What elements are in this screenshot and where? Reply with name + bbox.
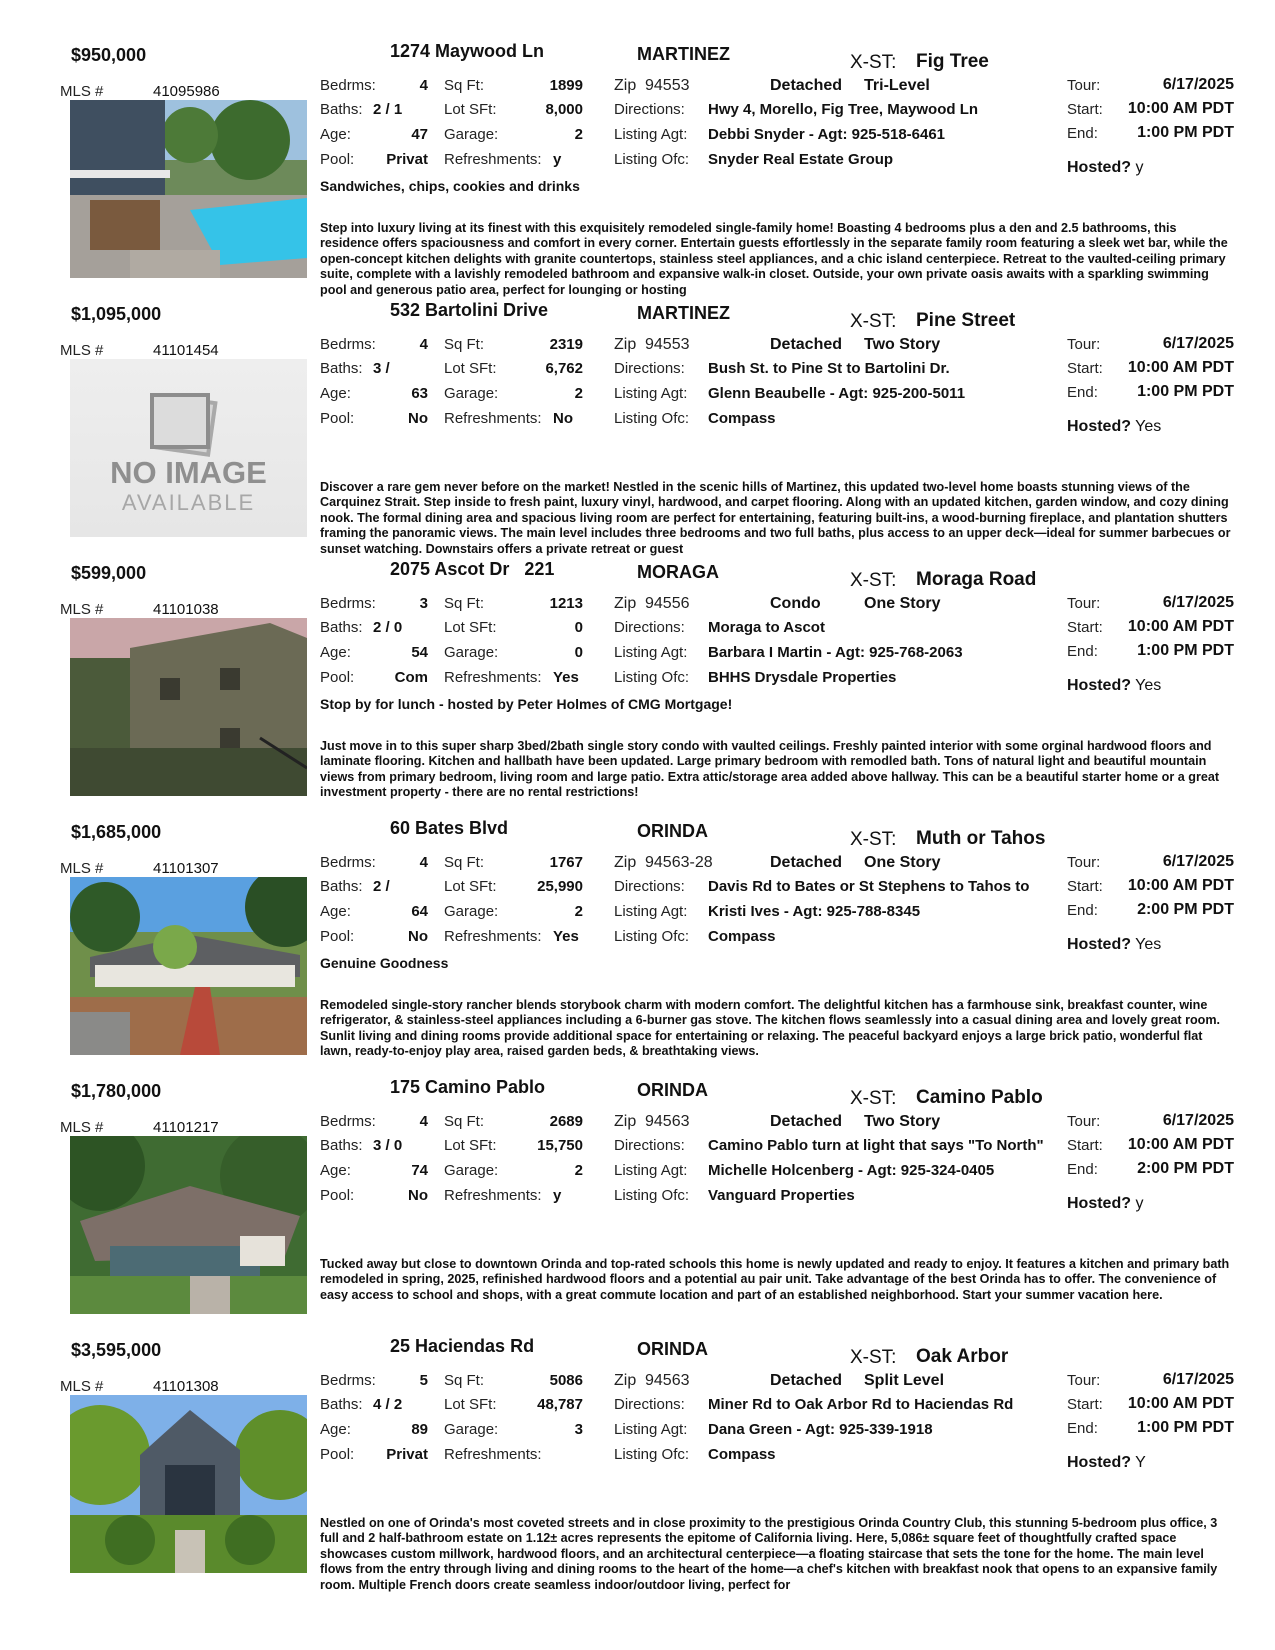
listing-photo: [70, 1395, 307, 1573]
listing-description: Step into luxury living at its finest with this exquisitely remodeled single-family home! Boasting 4 bedrooms plus a den and 2.5 bathrooms, this residence offers spaciousness and comfort in every corner. Entertain guests effortlessly in the separate family room featuring a sleek wet bar, while the open-concept kitchen delights with granite countertops, stainless steel appliances, and a chic island centerpiece. Retreat to the vaulted-ceiling primary suite, complete with a lavishly remodeled bathroom and expansive walk-in closet. Outside, your own private oasis awaits with a sparkling swimming pool and generous patio area, perfect for lounging or hosting: [320, 221, 1228, 297]
sqft-value: 1767: [549, 854, 583, 871]
hosted-line: [1067, 159, 1143, 177]
mls-label: MLS #: [60, 601, 104, 618]
agent-value: Kristi Ives - Agt: 925-788-8345: [708, 903, 921, 920]
end-time: 1:00 PM PDT: [1137, 124, 1234, 141]
zip-label: Zip: [614, 77, 637, 94]
mls-label: MLS #: [60, 1119, 104, 1136]
start-time: 10:00 AM PDT: [1127, 359, 1234, 376]
directions-label: Directions:: [614, 101, 685, 118]
zip-value: 94563-28: [645, 854, 713, 871]
listing-description: Nestled on one of Orinda's most coveted streets and in close proximity to the prestigious Orinda Country Club, this stunning 5-bedroom plus office, 3 full and 2 half-bathroom estate on 1.12± acres represents the epitome of California living. Here, 5,086± square feet of thoughtfully crafted space showcases custom millwork, hardwood floors, and an architectural centerpiece—a floating staircase that sets the tone for the home. The main level flows from the entry through living and dining rooms to the heart of the home—a chef's kitchen with breakfast nook that opens to an expansive family room. Multiple French doors create seamless indoor/outdoor living, perfect for: [320, 1516, 1218, 1592]
property-type: Detached: [770, 336, 843, 353]
baths-value: 4 / 2: [373, 1396, 403, 1413]
listing-price: $1,685,000: [71, 822, 162, 842]
zip-value: 94553: [645, 77, 690, 94]
listing-photo: [70, 877, 307, 1055]
cross-street-label: X-ST:: [850, 52, 897, 73]
tour-label: Tour:: [1067, 77, 1101, 94]
listing-city: ORINDA: [637, 1339, 708, 1359]
cross-street-label: X-ST:: [850, 1347, 897, 1368]
property-style: Two Story: [864, 336, 941, 353]
sqft-label: Sq Ft:: [444, 1113, 485, 1130]
no-image-placeholder: [70, 359, 307, 537]
cross-street-label: X-ST:: [850, 311, 897, 332]
zip-label: Zip: [614, 336, 637, 353]
pool-value: No: [408, 928, 428, 945]
open-house-remark: Sandwiches, chips, cookies and drinks: [320, 178, 580, 194]
agent-value: Dana Green - Agt: 925-339-1918: [708, 1421, 933, 1438]
end-label: End:: [1067, 125, 1098, 142]
sqft-value: 1213: [549, 595, 583, 612]
start-time: 10:00 AM PDT: [1127, 618, 1234, 635]
garage-label: Garage:: [444, 1162, 499, 1179]
hosted-value: Yes: [1135, 418, 1162, 435]
mls-label: MLS #: [60, 83, 104, 100]
start-time: 10:00 AM PDT: [1127, 877, 1234, 894]
mls-number: 41101308: [153, 1378, 219, 1395]
tour-date: 6/17/2025: [1162, 1371, 1234, 1388]
baths-value: 2 / 1: [373, 101, 403, 118]
refreshments-label: Refreshments:: [444, 151, 542, 168]
garage-label: Garage:: [444, 126, 499, 143]
garage-value: 2: [574, 385, 583, 402]
agent-label: Listing Agt:: [614, 903, 688, 920]
condo-icon: [70, 618, 307, 796]
listing-photo: [70, 100, 307, 278]
garage-value: 2: [574, 126, 583, 143]
office-value: Vanguard Properties: [708, 1187, 855, 1204]
lot-value: 15,750: [537, 1137, 583, 1154]
agent-label: Listing Agt:: [614, 126, 688, 143]
listing-card: [0, 41, 1275, 299]
age-label: Age:: [320, 1162, 351, 1179]
lot-label: Lot SFt:: [444, 878, 497, 895]
baths-value: 2 /: [373, 878, 390, 895]
cross-street-value: Oak Arbor: [916, 1346, 1009, 1367]
hosted-value: Y: [1135, 1454, 1146, 1471]
hosted-label: Hosted?: [1067, 1454, 1131, 1471]
listing-card: [0, 1336, 1275, 1594]
hosted-label: Hosted?: [1067, 936, 1131, 953]
agent-value: Glenn Beaubelle - Agt: 925-200-5011: [708, 385, 966, 402]
lot-value: 8,000: [545, 101, 583, 118]
start-label: Start:: [1067, 878, 1103, 895]
mls-number: 41095986: [153, 83, 220, 100]
cross-street-value: Pine Street: [916, 310, 1016, 331]
garage-value: 2: [574, 1162, 583, 1179]
cross-street-label: X-ST:: [850, 829, 897, 850]
listing-photo: [70, 359, 307, 537]
refreshments-label: Refreshments:: [444, 410, 542, 427]
baths-value: 3 / 0: [373, 1137, 403, 1154]
start-label: Start:: [1067, 101, 1103, 118]
tour-date: 6/17/2025: [1162, 335, 1234, 352]
directions-value: Bush St. to Pine St to Bartolini Dr.: [708, 360, 950, 377]
office-value: Compass: [708, 410, 776, 427]
refreshments-value: y: [553, 1187, 562, 1204]
pool-label: Pool:: [320, 151, 355, 168]
sqft-label: Sq Ft:: [444, 854, 485, 871]
start-label: Start:: [1067, 1137, 1103, 1154]
end-time: 1:00 PM PDT: [1137, 383, 1234, 400]
sqft-label: Sq Ft:: [444, 77, 485, 94]
start-label: Start:: [1067, 360, 1103, 377]
listing-price: $3,595,000: [71, 1340, 162, 1360]
lot-label: Lot SFt:: [444, 101, 497, 118]
directions-value: Davis Rd to Bates or St Stephens to Tahos to: [708, 878, 1030, 895]
zip-value: 94563: [645, 1372, 690, 1389]
sqft-value: 2689: [549, 1113, 583, 1130]
open-house-remark: Stop by for lunch - hosted by Peter Holmes of CMG Mortgage!: [320, 696, 733, 712]
sqft-label: Sq Ft:: [444, 336, 485, 353]
lot-label: Lot SFt:: [444, 1396, 497, 1413]
agent-label: Listing Agt:: [614, 1162, 688, 1179]
baths-label: Baths:: [320, 878, 363, 895]
end-label: End:: [1067, 384, 1098, 401]
bedrooms-value: 5: [419, 1372, 428, 1389]
listing-city: MARTINEZ: [637, 44, 730, 64]
listing-card: [0, 559, 1275, 817]
start-label: Start:: [1067, 1396, 1103, 1413]
tour-label: Tour:: [1067, 336, 1101, 353]
zip-value: 94556: [645, 595, 690, 612]
lot-value: 6,762: [545, 360, 583, 377]
listing-address: 25 Haciendas Rd: [390, 1336, 535, 1356]
available-text: AVAILABLE: [121, 490, 256, 515]
listing-address: 532 Bartolini Drive: [390, 300, 549, 320]
baths-value: 3 /: [373, 360, 390, 377]
listing-description: Tucked away but close to downtown Orinda and top-rated schools this home is newly updated and ready to enjoy. It features a kitchen and primary bath remodeled in spring, 2025, refinished hardwood floors and a potential au pair unit. Take advantage of the best Orinda has to offer. The convenience of easy access to school and shops, with a great commute location and part of an established neighborhood. Start your summer vacation here.: [320, 1257, 1230, 1302]
listing-city: ORINDA: [637, 821, 708, 841]
property-type: Detached: [770, 854, 843, 871]
end-label: End:: [1067, 643, 1098, 660]
property-type: Condo: [770, 595, 821, 612]
bedrooms-label: Bedrms:: [320, 854, 376, 871]
bedrooms-label: Bedrms:: [320, 595, 376, 612]
hosted-line: [1067, 1454, 1146, 1472]
tour-date: 6/17/2025: [1162, 594, 1234, 611]
office-value: Compass: [708, 1446, 776, 1463]
property-style: One Story: [864, 854, 941, 871]
refreshments-label: Refreshments:: [444, 1446, 542, 1463]
sqft-value: 5086: [549, 1372, 583, 1389]
property-style: One Story: [864, 595, 941, 612]
pool-value: Privat: [386, 151, 428, 168]
office-value: BHHS Drysdale Properties: [708, 669, 897, 686]
property-style: Split Level: [864, 1372, 945, 1389]
pool-label: Pool:: [320, 1187, 355, 1204]
listing-card: [0, 300, 1275, 558]
cross-street-label: X-ST:: [850, 1088, 897, 1109]
directions-value: Hwy 4, Morello, Fig Tree, Maywood Ln: [708, 101, 979, 118]
hosted-label: Hosted?: [1067, 677, 1131, 694]
refreshments-value: Yes: [553, 928, 579, 945]
hosted-line: [1067, 677, 1161, 695]
directions-value: Camino Pablo turn at light that says "To North": [708, 1137, 1044, 1154]
listing-address: 60 Bates Blvd: [390, 818, 509, 838]
tour-date: 6/17/2025: [1162, 76, 1234, 93]
cross-street-value: Moraga Road: [916, 569, 1037, 590]
directions-label: Directions:: [614, 360, 685, 377]
mls-label: MLS #: [60, 860, 104, 877]
directions-label: Directions:: [614, 1396, 685, 1413]
end-label: End:: [1067, 1420, 1098, 1437]
sqft-value: 2319: [549, 336, 583, 353]
listing-photo: [70, 1136, 307, 1314]
cross-street-label: X-ST:: [850, 570, 897, 591]
aerial-house-icon: [70, 1136, 307, 1314]
pool-value: No: [408, 1187, 428, 1204]
lot-label: Lot SFt:: [444, 360, 497, 377]
office-label: Listing Ofc:: [614, 928, 690, 945]
hosted-label: Hosted?: [1067, 418, 1131, 435]
bedrooms-value: 4: [419, 77, 428, 94]
listing-price: $599,000: [71, 563, 147, 583]
listing-card: [0, 818, 1275, 1076]
end-time: 1:00 PM PDT: [1137, 1419, 1234, 1436]
property-type: Detached: [770, 1372, 843, 1389]
tour-label: Tour:: [1067, 1372, 1101, 1389]
baths-label: Baths:: [320, 619, 363, 636]
zip-label: Zip: [614, 854, 637, 871]
mls-number: 41101307: [153, 860, 219, 877]
end-time: 2:00 PM PDT: [1137, 901, 1234, 918]
start-time: 10:00 AM PDT: [1127, 100, 1234, 117]
property-style: Two Story: [864, 1113, 941, 1130]
hosted-label: Hosted?: [1067, 159, 1131, 176]
age-value: 63: [411, 385, 428, 402]
age-label: Age:: [320, 385, 351, 402]
bedrooms-value: 4: [419, 336, 428, 353]
mls-label: MLS #: [60, 1378, 104, 1395]
listing-address: 175 Camino Pablo: [390, 1077, 546, 1097]
directions-value: Miner Rd to Oak Arbor Rd to Haciendas Rd: [708, 1396, 1014, 1413]
hosted-label: Hosted?: [1067, 1195, 1131, 1212]
start-label: Start:: [1067, 619, 1103, 636]
refreshments-value: Yes: [553, 669, 579, 686]
agent-value: Michelle Holcenberg - Agt: 925-324-0405: [708, 1162, 995, 1179]
listing-address: 1274 Maywood Ln: [390, 41, 545, 61]
lot-label: Lot SFt:: [444, 619, 497, 636]
pool-label: Pool:: [320, 928, 355, 945]
pool-value: Privat: [386, 1446, 428, 1463]
listing-city: MARTINEZ: [637, 303, 730, 323]
hosted-value: Yes: [1135, 677, 1162, 694]
garage-value: 0: [574, 644, 583, 661]
office-label: Listing Ofc:: [614, 1187, 690, 1204]
agent-value: Debbi Snyder - Agt: 925-518-6461: [708, 126, 946, 143]
bedrooms-label: Bedrms:: [320, 77, 376, 94]
cross-street-value: Camino Pablo: [916, 1087, 1043, 1108]
photo-icon: [150, 393, 210, 449]
listing-price: $1,095,000: [71, 304, 162, 324]
refreshments-value: No: [553, 410, 573, 427]
bedrooms-label: Bedrms:: [320, 336, 376, 353]
zip-label: Zip: [614, 1113, 637, 1130]
age-value: 47: [411, 126, 428, 143]
listing-price: $950,000: [71, 45, 147, 65]
refreshments-value: y: [553, 151, 562, 168]
end-time: 1:00 PM PDT: [1137, 642, 1234, 659]
bedrooms-label: Bedrms:: [320, 1113, 376, 1130]
zip-label: Zip: [614, 595, 637, 612]
listing-card: [0, 1077, 1275, 1335]
listing-photo: [70, 618, 307, 796]
listing-description: Discover a rare gem never before on the market! Nestled in the scenic hills of Martinez, this updated two-level home boasts stunning views of the Carquinez Strait. Step inside to fresh paint, luxury vinyl, hardwood, and carpet flooring. Along with an updated kitchen, garden window, and cozy dining nook. The formal dining area and spacious living room are perfect for entertaining, featuring built-ins, a wood-burning fireplace, and plantation shutters framing the panoramic views. The main level includes three bedrooms and two full baths, plus access to an upper deck—ideal for summer barbecues or sunset watching. Downstairs offers a private retreat or guest: [320, 480, 1231, 556]
agent-label: Listing Agt:: [614, 1421, 688, 1438]
bedrooms-value: 3: [419, 595, 428, 612]
garage-label: Garage:: [444, 385, 499, 402]
agent-label: Listing Agt:: [614, 644, 688, 661]
pool-label: Pool:: [320, 669, 355, 686]
office-label: Listing Ofc:: [614, 151, 690, 168]
age-label: Age:: [320, 1421, 351, 1438]
age-value: 74: [411, 1162, 428, 1179]
age-label: Age:: [320, 644, 351, 661]
office-label: Listing Ofc:: [614, 410, 690, 427]
baths-label: Baths:: [320, 1396, 363, 1413]
age-value: 89: [411, 1421, 428, 1438]
bedrooms-value: 4: [419, 1113, 428, 1130]
bedrooms-label: Bedrms:: [320, 1372, 376, 1389]
mls-number: 41101038: [153, 601, 219, 618]
listing-description: Remodeled single-story rancher blends storybook charm with modern comfort. The delightful kitchen has a farmhouse sink, breakfast counter, wine refrigerator, & stainless-steel appliances including a 6-burner gas stove. The kitchen flows seamlessly into a casual dining area and lovely great room. Sunlit living and dining rooms provide additional space for entertaining or relaxing. The peaceful backyard enjoys a large brick patio, wonderful flat lawn, ready-to-enjoy play area, raised garden beds, & breathtaking views.: [320, 998, 1221, 1059]
property-type: Detached: [770, 1113, 843, 1130]
hosted-value: y: [1135, 159, 1144, 176]
baths-label: Baths:: [320, 1137, 363, 1154]
start-time: 10:00 AM PDT: [1127, 1395, 1234, 1412]
listing-city: ORINDA: [637, 1080, 708, 1100]
listing-description: Just move in to this super sharp 3bed/2bath single story condo with vaulted ceilings. Freshly painted interior with some orginal hardwood floors and laminate flooring. Kitchen and hallbath have been updated. Large primary bedroom with remodled bath. Tons of natural light and beautiful mountain views from primary bedroom, living room and large patio. Extra attic/storage area added above hallway. This can be a beautiful starter home or a great investment property - there are no rental restrictions!: [320, 739, 1220, 800]
garage-label: Garage:: [444, 1421, 499, 1438]
baths-value: 2 / 0: [373, 619, 403, 636]
no-image-text: NO IMAGE: [110, 455, 267, 490]
tour-label: Tour:: [1067, 595, 1101, 612]
sqft-label: Sq Ft:: [444, 595, 485, 612]
refreshments-label: Refreshments:: [444, 1187, 542, 1204]
listing-city: MORAGA: [637, 562, 719, 582]
lot-label: Lot SFt:: [444, 1137, 497, 1154]
end-time: 2:00 PM PDT: [1137, 1160, 1234, 1177]
agent-label: Listing Agt:: [614, 385, 688, 402]
start-time: 10:00 AM PDT: [1127, 1136, 1234, 1153]
sqft-value: 1899: [549, 77, 583, 94]
baths-label: Baths:: [320, 360, 363, 377]
zip-value: 94563: [645, 1113, 690, 1130]
listing-address: 2075 Ascot Dr 221: [390, 559, 555, 579]
tour-label: Tour:: [1067, 1113, 1101, 1130]
office-value: Snyder Real Estate Group: [708, 151, 894, 168]
hosted-value: Yes: [1135, 936, 1162, 953]
lot-value: 0: [574, 619, 583, 636]
age-label: Age:: [320, 126, 351, 143]
hosted-line: [1067, 418, 1161, 436]
refreshments-label: Refreshments:: [444, 669, 542, 686]
pool-value: Com: [394, 669, 428, 686]
pool-label: Pool:: [320, 410, 355, 427]
pool-label: Pool:: [320, 1446, 355, 1463]
tour-label: Tour:: [1067, 854, 1101, 871]
end-label: End:: [1067, 902, 1098, 919]
directions-value: Moraga to Ascot: [708, 619, 825, 636]
property-style: Tri-Level: [864, 77, 930, 94]
agent-value: Barbara I Martin - Agt: 925-768-2063: [708, 644, 963, 661]
directions-label: Directions:: [614, 619, 685, 636]
tour-date: 6/17/2025: [1162, 853, 1234, 870]
mls-label: MLS #: [60, 342, 104, 359]
mls-number: 41101454: [153, 342, 219, 359]
directions-label: Directions:: [614, 878, 685, 895]
age-value: 64: [411, 903, 428, 920]
garage-value: 3: [574, 1421, 583, 1438]
zip-value: 94553: [645, 336, 690, 353]
estate-icon: [70, 1395, 307, 1573]
office-label: Listing Ofc:: [614, 669, 690, 686]
bedrooms-value: 4: [419, 854, 428, 871]
office-label: Listing Ofc:: [614, 1446, 690, 1463]
lot-value: 25,990: [537, 878, 583, 895]
directions-label: Directions:: [614, 1137, 685, 1154]
pool-value: No: [408, 410, 428, 427]
age-value: 54: [411, 644, 428, 661]
listing-price: $1,780,000: [71, 1081, 162, 1101]
property-type: Detached: [770, 77, 843, 94]
garage-label: Garage:: [444, 644, 499, 661]
hosted-value: y: [1135, 1195, 1144, 1212]
garage-label: Garage:: [444, 903, 499, 920]
hosted-line: [1067, 1195, 1143, 1213]
zip-label: Zip: [614, 1372, 637, 1389]
garage-value: 2: [574, 903, 583, 920]
cross-street-value: Fig Tree: [916, 51, 989, 72]
age-label: Age:: [320, 903, 351, 920]
lot-value: 48,787: [537, 1396, 583, 1413]
sqft-label: Sq Ft:: [444, 1372, 485, 1389]
rancher-icon: [70, 877, 307, 1055]
refreshments-label: Refreshments:: [444, 928, 542, 945]
open-house-remark: Genuine Goodness: [320, 955, 449, 971]
office-value: Compass: [708, 928, 776, 945]
baths-label: Baths:: [320, 101, 363, 118]
hosted-line: [1067, 936, 1161, 954]
tour-date: 6/17/2025: [1162, 1112, 1234, 1129]
cross-street-value: Muth or Tahos: [916, 828, 1046, 849]
pool-icon: [70, 100, 307, 278]
end-label: End:: [1067, 1161, 1098, 1178]
mls-number: 41101217: [153, 1119, 219, 1136]
